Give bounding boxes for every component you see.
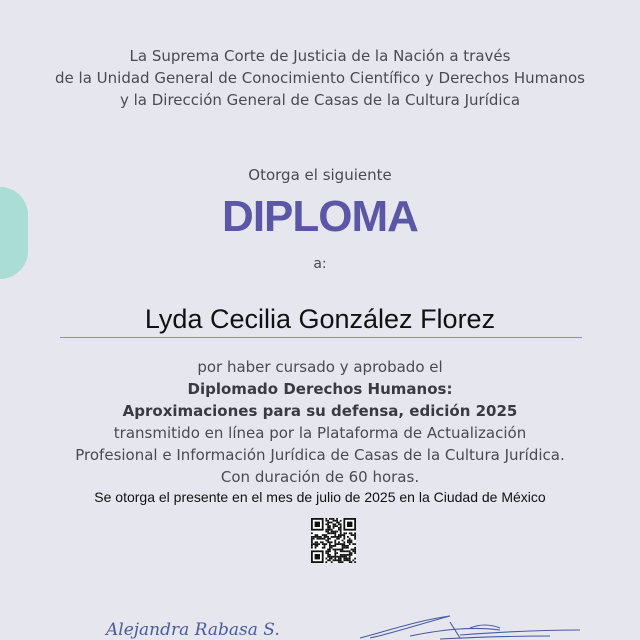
qr-module (340, 550, 342, 552)
qr-module (327, 522, 329, 524)
qr-module (333, 527, 335, 529)
qr-module (336, 549, 338, 551)
qr-module (354, 543, 356, 545)
qr-module (338, 549, 340, 551)
qr-module (354, 549, 356, 551)
qr-module (324, 538, 326, 540)
qr-module (333, 523, 335, 525)
qr-module (336, 522, 338, 524)
qr-module (324, 547, 326, 549)
qr-module (327, 540, 329, 542)
qr-module (336, 518, 338, 520)
qr-module (345, 556, 347, 558)
qr-module (329, 545, 331, 547)
qr-module (342, 534, 344, 536)
qr-module (311, 547, 313, 549)
to-text: a: (313, 256, 327, 272)
qr-module (354, 561, 356, 563)
issue-statement: Se otorga el presente en el mes de julio de 2025 en la Ciudad de México (94, 489, 546, 505)
qr-module (347, 559, 349, 561)
qr-module (349, 559, 351, 561)
qr-module (334, 540, 336, 542)
qr-module (316, 545, 318, 547)
qr-module (340, 556, 342, 558)
qr-module (325, 518, 327, 520)
qr-module (343, 536, 345, 538)
qr-module (331, 532, 333, 534)
qr-module (352, 543, 354, 545)
qr-module (345, 559, 347, 561)
qr-module (324, 536, 326, 538)
qr-module (311, 540, 313, 542)
signature-left-text: Alejandra Rabasa S. (106, 620, 280, 640)
qr-module (325, 534, 327, 536)
qr-module (329, 547, 331, 549)
qr-module (349, 543, 351, 545)
qr-module (334, 531, 336, 533)
qr-module (331, 561, 333, 563)
qr-module (340, 558, 342, 560)
qr-module (338, 558, 340, 560)
qr-module (315, 545, 317, 547)
qr-module (327, 531, 329, 533)
qr-module (338, 541, 340, 543)
qr-module (325, 540, 327, 542)
qr-module (322, 541, 324, 543)
qr-module (354, 538, 356, 540)
qr-module (343, 541, 345, 543)
qr-module (331, 529, 333, 531)
qr-module (327, 536, 329, 538)
qr-module (334, 525, 336, 527)
qr-module (313, 536, 315, 538)
qr-module (331, 558, 333, 560)
qr-module (342, 556, 344, 558)
qr-module (336, 538, 338, 540)
qr-module (347, 541, 349, 543)
qr-module (342, 545, 344, 547)
qr-module (336, 556, 338, 558)
qr-module (327, 541, 329, 543)
qr-module (345, 547, 347, 549)
qr-module (351, 532, 353, 534)
qr-module (334, 534, 336, 536)
qr-module (345, 550, 347, 552)
qr-module (316, 536, 318, 538)
qr-module (334, 552, 336, 554)
qr-module (347, 547, 349, 549)
qr-module (327, 538, 329, 540)
header-line: de la Unidad General de Conocimiento Científico y Derechos Humanos (55, 69, 585, 87)
qr-module (338, 534, 340, 536)
qr-module (315, 534, 317, 536)
qr-module (342, 547, 344, 549)
qr-module (333, 525, 335, 527)
qr-module (329, 554, 331, 556)
qr-module (311, 536, 313, 538)
qr-module (338, 559, 340, 561)
qr-module (329, 518, 331, 520)
qr-module (349, 532, 351, 534)
qr-module (343, 558, 345, 560)
issuer-header (0, 45, 640, 111)
qr-module (334, 532, 336, 534)
qr-module (340, 523, 342, 525)
qr-module (340, 527, 342, 529)
qr-module (338, 556, 340, 558)
qr-module (334, 545, 336, 547)
qr-module (338, 529, 340, 531)
qr-module (316, 543, 318, 545)
qr-module (349, 552, 351, 554)
qr-module (351, 540, 353, 542)
header-line: La Suprema Corte de Justicia de la Nación a través (129, 47, 511, 65)
qr-module (347, 522, 352, 527)
qr-module (343, 547, 345, 549)
qr-module (327, 550, 329, 552)
qr-module (316, 541, 318, 543)
qr-module (343, 554, 345, 556)
qr-module (325, 550, 327, 552)
qr-module (345, 554, 347, 556)
course-name: Diplomado Derechos Humanos: (187, 380, 453, 398)
qr-module (329, 538, 331, 540)
body-line: Con duración de 60 horas. (220, 468, 420, 486)
qr-module (347, 540, 349, 542)
qr-module (340, 529, 342, 531)
qr-module (333, 559, 335, 561)
qr-module (342, 549, 344, 551)
qr-module (334, 556, 336, 558)
qr-module (343, 550, 345, 552)
qr-module (316, 534, 318, 536)
qr-module (343, 545, 345, 547)
qr-module (315, 536, 317, 538)
body-line: transmitido en línea por la Plataforma de Actualización (113, 424, 527, 442)
qr-module (315, 541, 317, 543)
qr-module (352, 549, 354, 551)
qr-module (343, 543, 345, 545)
qr-module (340, 531, 342, 533)
qr-module (331, 545, 333, 547)
qr-module (351, 561, 353, 563)
qr-module (343, 532, 345, 534)
qr-module (343, 559, 345, 561)
qr-module (311, 543, 313, 545)
qr-module (333, 532, 335, 534)
qr-module (334, 520, 336, 522)
header-line: y la Dirección General de Casas de la Cultura Jurídica (119, 91, 521, 109)
qr-module (333, 520, 335, 522)
qr-module (311, 541, 313, 543)
qr-module (351, 552, 353, 554)
qr-module (343, 556, 345, 558)
qr-module (333, 536, 335, 538)
qr-module (327, 527, 329, 529)
qr-module (334, 523, 336, 525)
qr-module (347, 545, 349, 547)
qr-module (333, 531, 335, 533)
qr-module (354, 550, 356, 552)
qr-module (347, 558, 349, 560)
qr-module (315, 554, 320, 559)
qr-module (316, 538, 318, 540)
qr-module (313, 543, 315, 545)
qr-module (352, 559, 354, 561)
qr-module (343, 534, 345, 536)
qr-module (322, 543, 324, 545)
qr-module (327, 549, 329, 551)
qr-module (351, 554, 353, 556)
qr-module (325, 543, 327, 545)
signature-left (100, 614, 280, 640)
qr-module (338, 561, 340, 563)
diploma-title: DIPLOMA (222, 192, 418, 241)
qr-module (334, 558, 336, 560)
qr-module (351, 534, 353, 536)
body-line: Profesional e Información Jurídica de Casas de la Cultura Jurídica. (75, 446, 565, 464)
qr-module (333, 545, 335, 547)
qr-module (349, 561, 351, 563)
qr-module (331, 547, 333, 549)
qr-module (325, 536, 327, 538)
qr-module (334, 541, 336, 543)
qr-module (351, 541, 353, 543)
qr-module (329, 549, 331, 551)
qr-module (331, 522, 333, 524)
qr-module (342, 554, 344, 556)
qr-module (334, 543, 336, 545)
qr-module (333, 549, 335, 551)
qr-module (340, 549, 342, 551)
qr-module (352, 550, 354, 552)
qr-module (334, 550, 336, 552)
qr-module (349, 554, 351, 556)
qr-module (329, 529, 331, 531)
qr-module (318, 538, 320, 540)
qr-module (349, 540, 351, 542)
qr-module (340, 543, 342, 545)
qr-module (329, 556, 331, 558)
qr-module (311, 545, 313, 547)
qr-module (320, 538, 322, 540)
qr-module (331, 536, 333, 538)
qr-module (352, 534, 354, 536)
qr-module (340, 559, 342, 561)
qr-module (327, 529, 329, 531)
qr-module (320, 541, 322, 543)
qr-module (327, 520, 329, 522)
qr-module (349, 550, 351, 552)
qr-module (338, 522, 340, 524)
qr-module (322, 547, 324, 549)
qr-module (329, 532, 331, 534)
qr-module (327, 556, 329, 558)
qr-module (329, 550, 331, 552)
qr-module (347, 536, 349, 538)
qr-module (340, 536, 342, 538)
qr-module (327, 554, 329, 556)
qr-module (349, 556, 351, 558)
qr-module (340, 561, 342, 563)
qr-module (340, 534, 342, 536)
qr-module (336, 531, 338, 533)
qr-module (329, 543, 331, 545)
qr-module (325, 531, 327, 533)
qr-module (329, 522, 331, 524)
qr-module (331, 556, 333, 558)
recipient-name: Lyda Cecilia González Florez (144, 304, 496, 334)
qr-module (354, 552, 356, 554)
qr-module (313, 538, 315, 540)
qr-module (327, 523, 329, 525)
qr-module (338, 543, 340, 545)
qr-module (322, 538, 324, 540)
qr-module (318, 543, 320, 545)
grant-text: Otorga el siguiente (248, 166, 392, 184)
qr-module (325, 561, 327, 563)
qr-module (320, 536, 322, 538)
qr-module (336, 559, 338, 561)
qr-module (345, 545, 347, 547)
qr-module (324, 545, 326, 547)
qr-module (340, 554, 342, 556)
qr-module (347, 554, 349, 556)
qr-module (324, 543, 326, 545)
qr-module (315, 547, 317, 549)
qr-module (327, 525, 329, 527)
body-line: por haber cursado y aprobado el (197, 358, 443, 376)
qr-module (354, 558, 356, 560)
qr-module (334, 549, 336, 551)
name-underline (60, 337, 582, 338)
qr-module (325, 529, 327, 531)
qr-module (334, 536, 336, 538)
qr-module (338, 536, 340, 538)
qr-module (345, 558, 347, 560)
signature-right (350, 612, 590, 640)
qr-module (342, 550, 344, 552)
qr-module (333, 556, 335, 558)
qr-module (331, 518, 333, 520)
qr-module (327, 559, 329, 561)
qr-module (329, 558, 331, 560)
qr-module (325, 520, 327, 522)
qr-module (329, 559, 331, 561)
qr-module (343, 538, 345, 540)
qr-module (325, 558, 327, 560)
qr-module (354, 534, 356, 536)
qr-module (329, 541, 331, 543)
qr-module (336, 525, 338, 527)
qr-module (347, 550, 349, 552)
qr-module (336, 536, 338, 538)
diploma-body (0, 356, 640, 488)
qr-module (349, 541, 351, 543)
qr-module (315, 543, 317, 545)
qr-module (338, 523, 340, 525)
qr-module (349, 558, 351, 560)
qr-module (342, 543, 344, 545)
qr-module (329, 525, 331, 527)
qr-module (315, 522, 320, 527)
qr-module (354, 532, 356, 534)
qr-module (334, 554, 336, 556)
qr-code[interactable] (311, 518, 356, 563)
qr-module (329, 527, 331, 529)
qr-module (340, 532, 342, 534)
qr-module (338, 538, 340, 540)
qr-module (351, 549, 353, 551)
course-name: Aproximaciones para su defensa, edición 2025 (122, 402, 518, 420)
qr-module (354, 547, 356, 549)
qr-module (336, 520, 338, 522)
qr-module (331, 531, 333, 533)
qr-module (311, 532, 313, 534)
qr-module (318, 536, 320, 538)
qr-module (336, 552, 338, 554)
qr-module (327, 552, 329, 554)
qr-module (338, 527, 340, 529)
qr-module (345, 532, 347, 534)
qr-module (334, 559, 336, 561)
qr-module (342, 561, 344, 563)
qr-module (324, 534, 326, 536)
qr-module (336, 543, 338, 545)
qr-module (333, 518, 335, 520)
qr-module (340, 525, 342, 527)
qr-module (349, 538, 351, 540)
qr-module (340, 520, 342, 522)
qr-module (331, 541, 333, 543)
qr-module (325, 523, 327, 525)
qr-module (342, 540, 344, 542)
qr-module (311, 538, 313, 540)
qr-module (322, 534, 324, 536)
qr-module (354, 536, 356, 538)
qr-module (327, 532, 329, 534)
qr-module (325, 552, 327, 554)
